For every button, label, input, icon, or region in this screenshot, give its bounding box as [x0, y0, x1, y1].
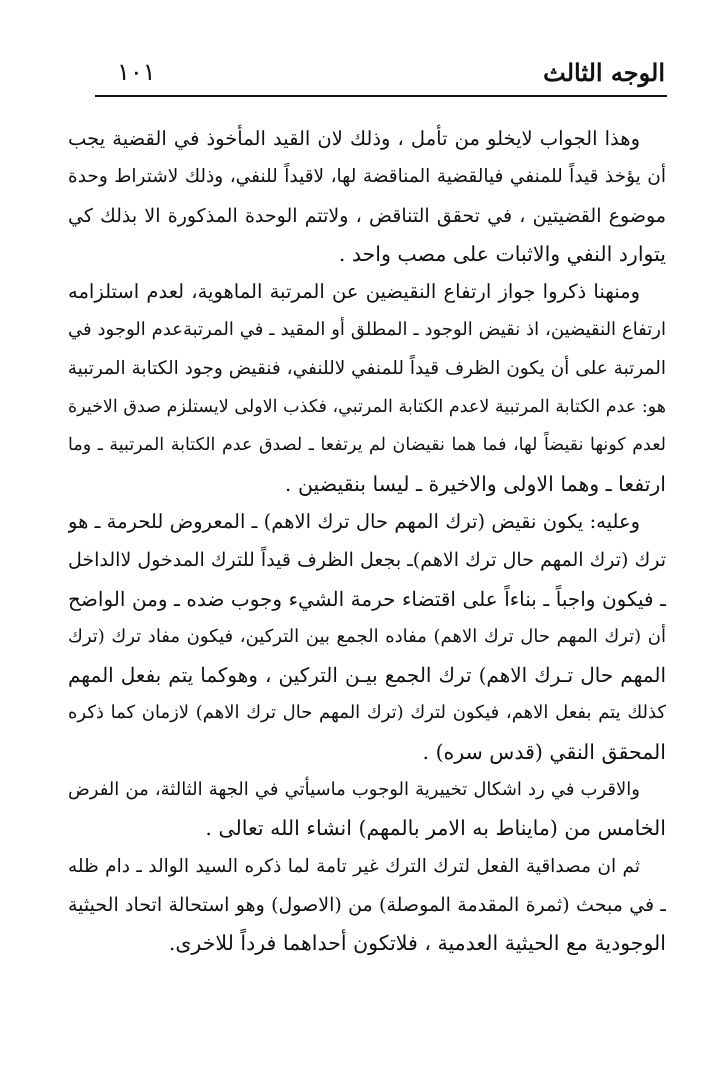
text-line: لعدم كونها نقيضاً لها، فما هما نقيضان لم يرتفعا ـ لصدق عدم الكتابة المرتبية ـ وما — [68, 435, 666, 456]
text-line: ارتفاع النقيضين، اذ نقيض الوجود ـ المطلق أو المقيد ـ في المرتبةعدم الوجود في — [68, 319, 666, 341]
header-divider — [95, 95, 667, 97]
text-line: الخامس من (مايناط به الامر بالمهم) انشاء الله تعالى . — [205, 816, 666, 841]
text-line: والاقرب في رد اشكال تخييرية الوجوب ماسيأتي في الجهة الثالثة، من الفرض — [68, 779, 640, 801]
text-line: المهم حال تـرك الاهم) ترك الجمع بيـن التركين ، وهوكما يتم بفعل المهم — [68, 663, 666, 688]
page-number: ١٠١ — [117, 58, 156, 86]
text-line: ـ في مبحث (ثمرة المقدمة الموصلة) من (الاصول) وهو استحالة اتحاد الحيثية — [68, 893, 666, 916]
text-line: وهذا الجواب لايخلو من تأمل ، وذلك لان القيد المأخوذ في القضية يجب — [68, 127, 640, 150]
text-line: ثم ان مصداقية الفعل لترك الترك غير تامة لما ذكره السيد الوالد ـ دام ظله — [68, 855, 640, 877]
text-line: يتوارد النفي والاثبات على مصب واحد . — [338, 241, 666, 266]
text-line: المحقق النقي (قدس سره) . — [422, 739, 666, 764]
text-line: المرتبة على أن يكون الظرف قيداً للمنفي لاللنفي، فنقيض وجود الكتابة المرتبية — [68, 357, 666, 379]
text-line: موضوع القضيتين ، في تحقق التناقض ، ولاتتم الوحدة المذكورة الا بذلك كي — [68, 204, 666, 227]
text-line: ارتفعا ـ وهما الاولى والاخيرة ـ ليسا بنقيضين . — [284, 471, 666, 496]
text-line: ـ فيكون واجباً ـ بناءاً على اقتضاء حرمة الشيء وجوب ضده ـ ومن الواضح — [68, 586, 666, 611]
text-line: الوجودية مع الحيثية العدمية ، فلاتكون أحداهما فرداً للاخرى. — [168, 931, 666, 956]
running-title: الوجه الثالث — [543, 58, 665, 87]
text-line: أن (ترك المهم حال ترك الاهم) مفاده الجمع بين التركين، فيكون مفاد ترك (ترك — [68, 625, 666, 647]
text-line: وعليه: يكون نقيض (ترك المهم حال ترك الاهم) ـ المعروض للحرمة ـ هو — [68, 509, 640, 533]
body-text — [68, 120, 666, 963]
text-line: ومنهنا ذكروا جواز ارتفاع النقيضين عن المرتبة الماهوية، لعدم استلزامه — [68, 280, 640, 304]
page-header — [95, 56, 665, 94]
text-line: ترك (ترك المهم حال ترك الاهم)ـ بجعل الظرف قيداً للترك المدخول لاالداخل — [68, 549, 666, 572]
text-line: هو: عدم الكتابة المرتبية لاعدم الكتابة المرتبي، فكذب الاولى لايستلزم صدق الاخيرة — [68, 397, 666, 418]
text-line: أن يؤخذ قيداً للمنفي فيالقضية المناقضة لها، لاقيداً للنفي، وذلك لاشتراط وحدة — [68, 166, 666, 188]
text-line: كذلك يتم بفعل الاهم، فيكون لترك (ترك المهم حال ترك الاهم) لازمان كما ذكره — [68, 702, 666, 724]
